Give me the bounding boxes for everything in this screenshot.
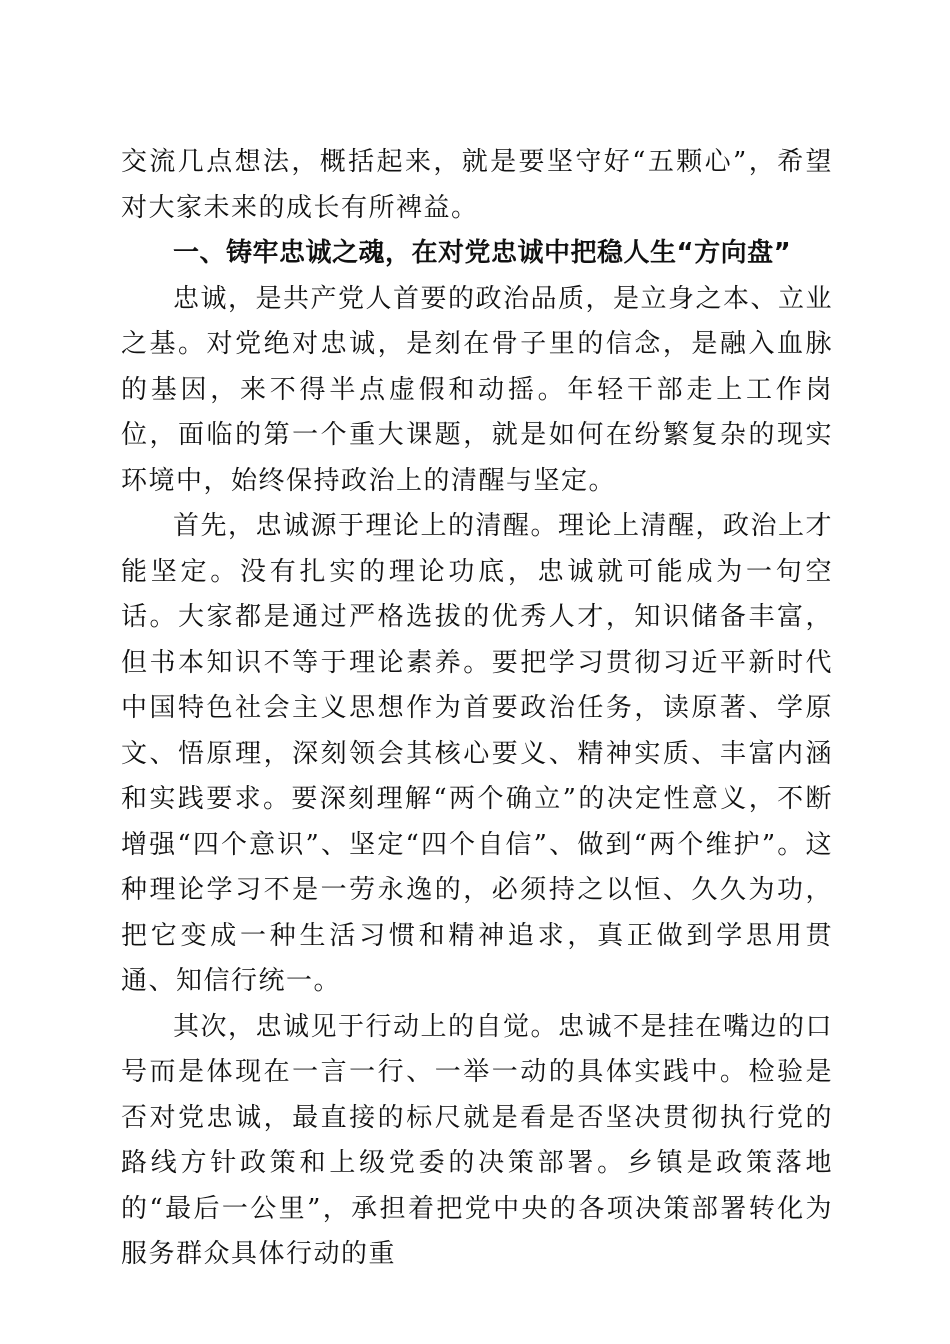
section-heading-1: 一、铸牢忠诚之魂，在对党忠诚中把稳人生“方向盘” [173, 238, 792, 268]
paragraph-intro-continued: 交流几点想法，概括起来，就是要坚守好“五颗心”，希望对大家未来的成长有所裨益。 [121, 147, 833, 223]
paragraph-first-theory: 首先，忠诚源于理论上的清醒。理论上清醒，政治上才能坚定。没有扎实的理论功底，忠诚就可能成为一句空话。大家都是通过严格选拔的优秀人才，知识储备丰富，但书本知识不等于理论素养。要把学习贯彻习近平新时代中国特色社会主义思想作为首要政治任务，读原著、学原文、悟原理，深刻领会其核心要义、精神实质、丰富内涵和实践要求。要深刻理解“两个确立”的决定性意义，不断增强“四个意识”、坚定“四个自信”、做到“两个维护”。这种理论学习不是一劳永逸的，必须持之以恒、久久为功，把它变成一种生活习惯和精神追求，真正做到学思用贯通、知信行统一。 [121, 511, 834, 996]
paragraph-loyalty: 忠诚，是共产党人首要的政治品质，是立身之本、立业之基。对党绝对忠诚，是刻在骨子里的信念，是融入血脉的基因，来不得半点虚假和动摇。年轻干部走上工作岗位，面临的第一个重大课题，就是如何在纷繁复杂的现实环境中，始终保持政治上的清醒与坚定。 [121, 283, 834, 496]
paragraph-second-action: 其次，忠诚见于行动上的自觉。忠诚不是挂在嘴边的口号而是体现在一言一行、一举一动的具体实践中。检验是否对党忠诚，最直接的标尺就是看是否坚决贯彻执行党的路线方针政策和上级党委的决策部署。乡镇是政策落地的“最后一公里”，承担着把党中央的各项决策部署转化为服务群众具体行动的重 [121, 1011, 834, 1269]
document-body [121, 140, 833, 1278]
